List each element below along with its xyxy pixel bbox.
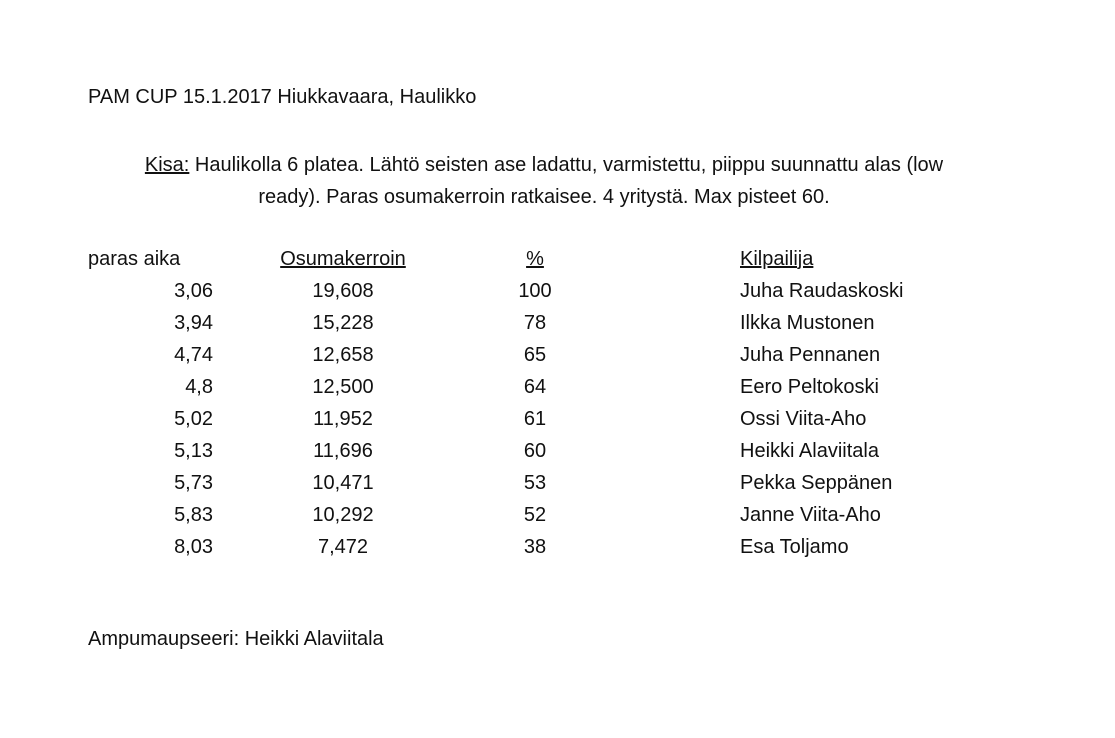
- cell-percent: 60: [523, 440, 547, 462]
- cell-best-time: 4,8: [185, 376, 213, 398]
- cell-best-time: 5,73: [174, 472, 213, 494]
- cell-percent: 100: [518, 280, 552, 302]
- header-competitor: Kilpailija: [740, 248, 814, 270]
- competition-description: [70, 149, 1018, 213]
- cell-percent: 61: [523, 408, 547, 430]
- cell-percent: 53: [523, 472, 547, 494]
- cell-best-time: 4,74: [174, 344, 213, 366]
- cell-hit-factor: 10,471: [312, 472, 374, 494]
- cell-competitor: Pekka Seppänen: [740, 472, 893, 494]
- cell-hit-factor: 19,608: [312, 280, 374, 302]
- cell-best-time: 5,83: [174, 504, 213, 526]
- cell-percent: 78: [523, 312, 547, 334]
- cell-competitor: Eero Peltokoski: [740, 376, 879, 398]
- cell-percent: 52: [523, 504, 547, 526]
- cell-competitor: Juha Pennanen: [740, 344, 881, 366]
- cell-competitor: Heikki Alaviitala: [740, 440, 879, 462]
- cell-best-time: 5,02: [174, 408, 213, 430]
- cell-best-time: 8,03: [174, 536, 213, 558]
- cell-competitor: Ilkka Mustonen: [740, 312, 875, 334]
- description-label: Kisa:: [144, 154, 190, 176]
- cell-hit-factor: 10,292: [312, 504, 374, 526]
- cell-competitor: Esa Toljamo: [740, 536, 849, 558]
- description-text-line1: Haulikolla 6 platea. Lähtö seisten ase ladattu, varmistettu, piippu suunnattu alas (low: [189, 154, 944, 176]
- cell-hit-factor: 11,952: [313, 408, 373, 430]
- cell-best-time: 3,06: [174, 280, 213, 302]
- cell-competitor: Ossi Viita-Aho: [740, 408, 867, 430]
- cell-best-time: 3,94: [174, 312, 213, 334]
- document-title: PAM CUP 15.1.2017 Hiukkavaara, Haulikko: [88, 86, 477, 108]
- range-officer: Ampumaupseeri: Heikki Alaviitala: [88, 628, 384, 650]
- cell-competitor: Janne Viita-Aho: [740, 504, 881, 526]
- cell-hit-factor: 12,500: [312, 376, 374, 398]
- cell-percent: 38: [523, 536, 547, 558]
- cell-hit-factor: 15,228: [312, 312, 374, 334]
- cell-best-time: 5,13: [174, 440, 213, 462]
- cell-percent: 65: [523, 344, 547, 366]
- cell-hit-factor: 11,696: [313, 440, 373, 462]
- cell-hit-factor: 12,658: [312, 344, 374, 366]
- cell-hit-factor: 7,472: [317, 536, 369, 558]
- cell-percent: 64: [523, 376, 547, 398]
- cell-competitor: Juha Raudaskoski: [740, 280, 904, 302]
- description-text-line2: ready). Paras osumakerroin ratkaisee. 4 yritystä. Max pisteet 60.: [258, 186, 830, 208]
- header-best-time: paras aika: [88, 248, 181, 270]
- header-percent: %: [526, 248, 544, 270]
- header-hit-factor: Osumakerroin: [280, 248, 406, 270]
